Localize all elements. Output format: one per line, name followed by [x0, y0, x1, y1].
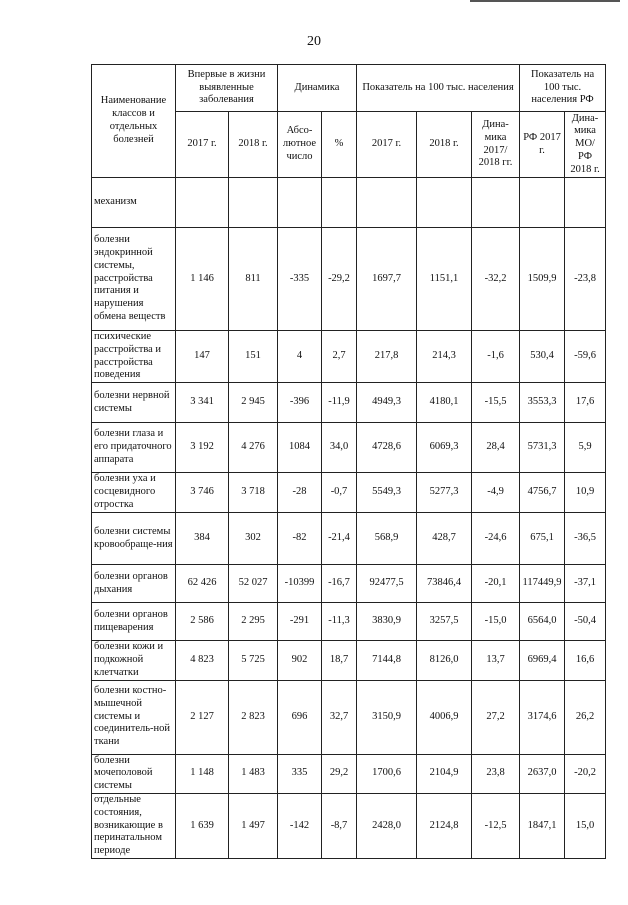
cell-first-time-2017: 1 639 — [176, 793, 229, 858]
cell-dynamics-mo-rf: 16,6 — [565, 641, 606, 680]
cell-first-time-2017: 147 — [176, 331, 229, 383]
cell-dynamics-absolute: -142 — [278, 793, 322, 858]
header-per100k: Показатель на 100 тыс. населения — [357, 65, 520, 112]
cell-per100k-2018: 214,3 — [417, 331, 472, 383]
cell-rf-2017: 4756,7 — [520, 473, 565, 513]
disease-class-name: болезни мочеполовой системы — [92, 754, 176, 793]
cell-dynamics-mo-rf: -20,2 — [565, 754, 606, 793]
header-dynamics: Динамика — [278, 65, 357, 112]
cell-first-time-2018 — [229, 178, 278, 228]
cell-first-time-2018: 1 497 — [229, 793, 278, 858]
cell-per100k-2017: 3150,9 — [357, 680, 417, 754]
page-number: 20 — [307, 34, 321, 49]
disease-class-name: болезни костно-мышечной системы и соединитель-ной ткани — [92, 680, 176, 754]
morbidity-table — [91, 64, 606, 859]
cell-first-time-2017: 3 341 — [176, 383, 229, 423]
cell-dynamics-2017-2018 — [472, 178, 520, 228]
table-row — [92, 383, 606, 423]
cell-first-time-2017: 2 586 — [176, 603, 229, 641]
cell-per100k-2017: 4728,6 — [357, 423, 417, 473]
disease-class-name: болезни органов пищеварения — [92, 603, 176, 641]
cell-per100k-2018: 3257,5 — [417, 603, 472, 641]
cell-dynamics-absolute — [278, 178, 322, 228]
cell-dynamics-absolute: -82 — [278, 513, 322, 565]
disease-class-name: отдельные состояния, возникающие в перинатальном периоде — [92, 793, 176, 858]
cell-dynamics-mo-rf: -23,8 — [565, 228, 606, 331]
cell-rf-2017: 5731,3 — [520, 423, 565, 473]
cell-dynamics-2017-2018: -1,6 — [472, 331, 520, 383]
cell-first-time-2018: 811 — [229, 228, 278, 331]
cell-dynamics-percent: -11,3 — [322, 603, 357, 641]
cell-dynamics-percent: 2,7 — [322, 331, 357, 383]
table-row — [92, 565, 606, 603]
cell-rf-2017: 117449,9 — [520, 565, 565, 603]
cell-dynamics-2017-2018: -32,2 — [472, 228, 520, 331]
cell-first-time-2018: 2 295 — [229, 603, 278, 641]
cell-first-time-2017: 384 — [176, 513, 229, 565]
cell-first-time-2017: 62 426 — [176, 565, 229, 603]
cell-dynamics-2017-2018: 28,4 — [472, 423, 520, 473]
cell-dynamics-absolute: 4 — [278, 331, 322, 383]
header-dynamics-2017-2018: Дина-мика 2017/ 2018 гг. — [472, 112, 520, 178]
cell-per100k-2018: 8126,0 — [417, 641, 472, 680]
cell-first-time-2017: 4 823 — [176, 641, 229, 680]
cell-dynamics-absolute: 1084 — [278, 423, 322, 473]
cell-first-time-2018: 4 276 — [229, 423, 278, 473]
cell-first-time-2018: 302 — [229, 513, 278, 565]
cell-dynamics-absolute: 335 — [278, 754, 322, 793]
disease-class-name: болезни кожи и подкожной клетчатки — [92, 641, 176, 680]
cell-dynamics-percent: -8,7 — [322, 793, 357, 858]
cell-dynamics-mo-rf: -50,4 — [565, 603, 606, 641]
disease-class-name: болезни нервной системы — [92, 383, 176, 423]
cell-rf-2017: 1847,1 — [520, 793, 565, 858]
cell-per100k-2018: 5277,3 — [417, 473, 472, 513]
cell-rf-2017: 3174,6 — [520, 680, 565, 754]
cell-dynamics-percent: 32,7 — [322, 680, 357, 754]
header-first-time: Впервые в жизни выявленные заболевания — [176, 65, 278, 112]
cell-per100k-2017: 568,9 — [357, 513, 417, 565]
cell-dynamics-percent: -16,7 — [322, 565, 357, 603]
cell-rf-2017: 675,1 — [520, 513, 565, 565]
table-row — [92, 513, 606, 565]
header-per100k-2018: 2018 г. — [417, 112, 472, 178]
cell-dynamics-mo-rf: 26,2 — [565, 680, 606, 754]
cell-per100k-2017: 1700,6 — [357, 754, 417, 793]
cell-dynamics-percent: -29,2 — [322, 228, 357, 331]
cell-dynamics-percent: -0,7 — [322, 473, 357, 513]
table-row — [92, 228, 606, 331]
cell-first-time-2017: 1 146 — [176, 228, 229, 331]
cell-per100k-2017: 92477,5 — [357, 565, 417, 603]
cell-dynamics-2017-2018: -15,5 — [472, 383, 520, 423]
cell-dynamics-percent: -21,4 — [322, 513, 357, 565]
cell-per100k-2018: 6069,3 — [417, 423, 472, 473]
table-row — [92, 423, 606, 473]
table-row — [92, 178, 606, 228]
table-row — [92, 603, 606, 641]
cell-dynamics-percent — [322, 178, 357, 228]
cell-first-time-2018: 2 945 — [229, 383, 278, 423]
header-2017: 2017 г. — [176, 112, 229, 178]
cell-dynamics-2017-2018: -15,0 — [472, 603, 520, 641]
cell-dynamics-2017-2018: 27,2 — [472, 680, 520, 754]
cell-rf-2017: 3553,3 — [520, 383, 565, 423]
cell-per100k-2017: 2428,0 — [357, 793, 417, 858]
cell-dynamics-2017-2018: -20,1 — [472, 565, 520, 603]
cell-first-time-2018: 52 027 — [229, 565, 278, 603]
cell-rf-2017: 6564,0 — [520, 603, 565, 641]
cell-per100k-2017: 3830,9 — [357, 603, 417, 641]
table-row — [92, 680, 606, 754]
cell-dynamics-absolute: 902 — [278, 641, 322, 680]
table-row — [92, 473, 606, 513]
cell-per100k-2018 — [417, 178, 472, 228]
cell-dynamics-absolute: -291 — [278, 603, 322, 641]
cell-rf-2017: 1509,9 — [520, 228, 565, 331]
cell-dynamics-mo-rf: -37,1 — [565, 565, 606, 603]
header-name-column: Наименование классов и отдельных болезней — [92, 65, 176, 178]
cell-per100k-2018: 1151,1 — [417, 228, 472, 331]
cell-first-time-2018: 151 — [229, 331, 278, 383]
cell-dynamics-2017-2018: 13,7 — [472, 641, 520, 680]
disease-class-name: болезни системы кровообраще-ния — [92, 513, 176, 565]
cell-dynamics-mo-rf: 10,9 — [565, 473, 606, 513]
table-row — [92, 793, 606, 858]
cell-first-time-2018: 3 718 — [229, 473, 278, 513]
cell-dynamics-2017-2018: -24,6 — [472, 513, 520, 565]
cell-per100k-2017: 5549,3 — [357, 473, 417, 513]
cell-dynamics-mo-rf: 5,9 — [565, 423, 606, 473]
disease-class-name: болезни органов дыхания — [92, 565, 176, 603]
cell-dynamics-absolute: 696 — [278, 680, 322, 754]
cell-first-time-2017: 3 746 — [176, 473, 229, 513]
cell-dynamics-percent: 29,2 — [322, 754, 357, 793]
cell-dynamics-absolute: -335 — [278, 228, 322, 331]
header-per100k-2017: 2017 г. — [357, 112, 417, 178]
cell-dynamics-2017-2018: 23,8 — [472, 754, 520, 793]
header-percent: % — [322, 112, 357, 178]
cell-dynamics-absolute: -396 — [278, 383, 322, 423]
header-rf-2017: РФ 2017 г. — [520, 112, 565, 178]
cell-per100k-2018: 73846,4 — [417, 565, 472, 603]
header-dynamics-mo-rf: Дина-мика МО/ РФ 2018 г. — [565, 112, 606, 178]
cell-dynamics-mo-rf: -36,5 — [565, 513, 606, 565]
cell-per100k-2017: 1697,7 — [357, 228, 417, 331]
cell-rf-2017 — [520, 178, 565, 228]
header-rf-per100k: Показатель на 100 тыс. населения РФ — [520, 65, 606, 112]
cell-per100k-2018: 2124,8 — [417, 793, 472, 858]
cell-per100k-2017: 4949,3 — [357, 383, 417, 423]
cell-first-time-2017: 2 127 — [176, 680, 229, 754]
disease-class-name: болезни уха и сосцевидного отростка — [92, 473, 176, 513]
cell-per100k-2018: 4006,9 — [417, 680, 472, 754]
cell-dynamics-2017-2018: -12,5 — [472, 793, 520, 858]
disease-class-name: болезни эндокринной системы, расстройства питания и нарушения обмена веществ — [92, 228, 176, 331]
cell-first-time-2018: 1 483 — [229, 754, 278, 793]
disease-class-name: механизм — [92, 178, 176, 228]
cell-dynamics-mo-rf — [565, 178, 606, 228]
cell-dynamics-mo-rf: 15,0 — [565, 793, 606, 858]
cell-first-time-2018: 5 725 — [229, 641, 278, 680]
table-row — [92, 331, 606, 383]
cell-first-time-2017: 1 148 — [176, 754, 229, 793]
cell-rf-2017: 530,4 — [520, 331, 565, 383]
cell-dynamics-mo-rf: -59,6 — [565, 331, 606, 383]
cell-dynamics-absolute: -10399 — [278, 565, 322, 603]
cell-first-time-2018: 2 823 — [229, 680, 278, 754]
cell-rf-2017: 6969,4 — [520, 641, 565, 680]
cell-dynamics-absolute: -28 — [278, 473, 322, 513]
disease-class-name: болезни глаза и его придаточного аппарата — [92, 423, 176, 473]
header-absolute: Абсо-лютное число — [278, 112, 322, 178]
table-body — [92, 178, 606, 859]
cell-per100k-2018: 4180,1 — [417, 383, 472, 423]
cell-first-time-2017: 3 192 — [176, 423, 229, 473]
disease-class-name: психические расстройства и расстройства поведения — [92, 331, 176, 383]
cell-dynamics-percent: 34,0 — [322, 423, 357, 473]
scan-edge-mark — [470, 0, 620, 2]
table-row — [92, 754, 606, 793]
cell-per100k-2018: 2104,9 — [417, 754, 472, 793]
cell-per100k-2017 — [357, 178, 417, 228]
cell-per100k-2018: 428,7 — [417, 513, 472, 565]
cell-dynamics-mo-rf: 17,6 — [565, 383, 606, 423]
cell-dynamics-2017-2018: -4,9 — [472, 473, 520, 513]
header-2018: 2018 г. — [229, 112, 278, 178]
table-row — [92, 641, 606, 680]
cell-rf-2017: 2637,0 — [520, 754, 565, 793]
cell-dynamics-percent: -11,9 — [322, 383, 357, 423]
cell-dynamics-percent: 18,7 — [322, 641, 357, 680]
cell-first-time-2017 — [176, 178, 229, 228]
cell-per100k-2017: 7144,8 — [357, 641, 417, 680]
cell-per100k-2017: 217,8 — [357, 331, 417, 383]
